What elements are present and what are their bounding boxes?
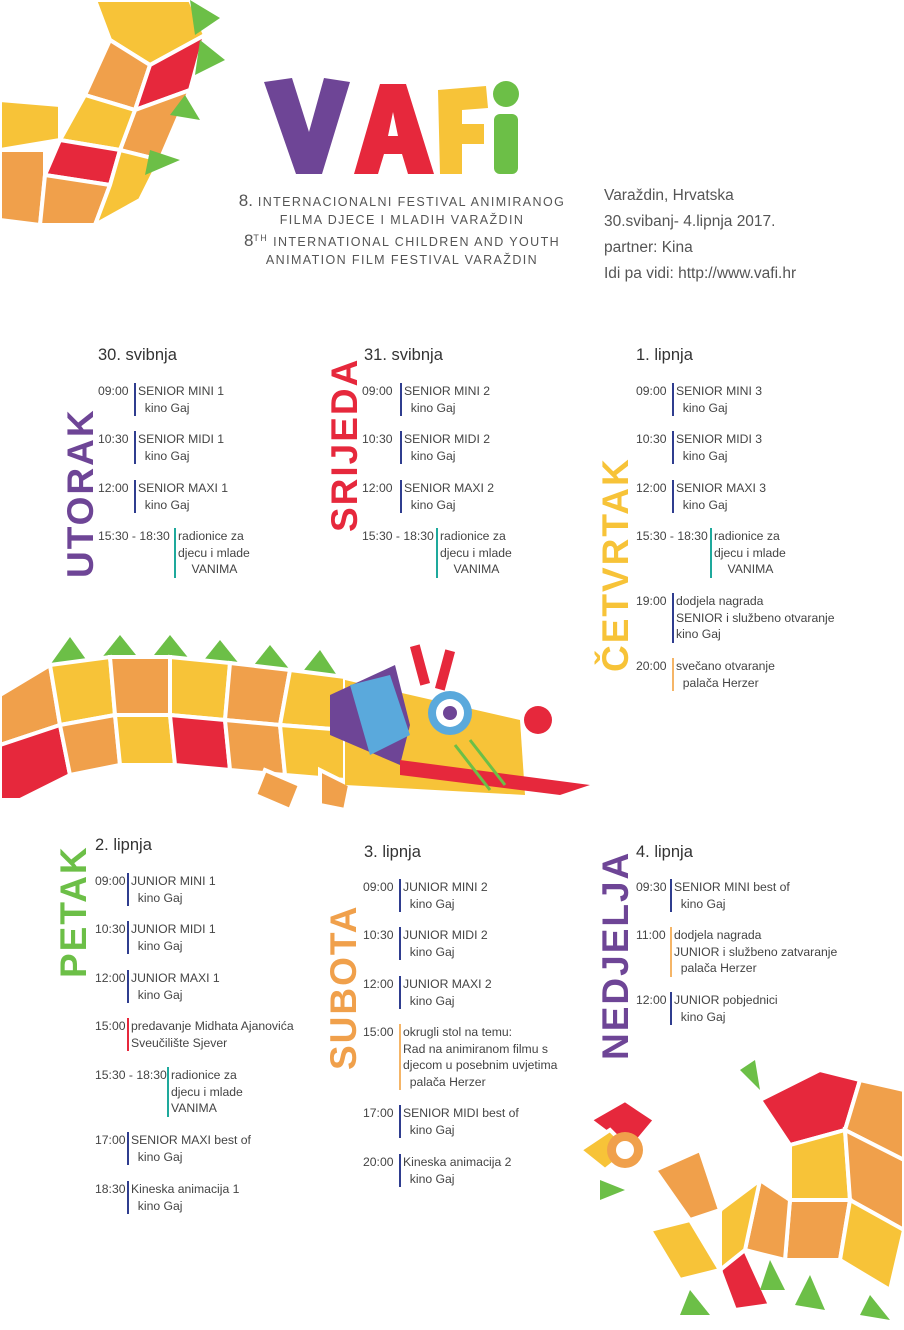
event-line: VANIMA (178, 562, 238, 576)
event-divider (672, 480, 674, 513)
event-line: SENIOR MAXI best of (131, 1133, 251, 1147)
event-description (676, 658, 775, 691)
event-line: radionice za (178, 529, 244, 543)
event-time: 12:00 (363, 977, 394, 991)
event-line: JUNIOR MIDI 1 (131, 922, 216, 936)
day-date-subota: 3. lipnja (364, 843, 421, 861)
event-line: kino Gaj (131, 890, 183, 905)
event-line: SENIOR MINI best of (674, 880, 790, 894)
event-divider (672, 431, 674, 464)
event-time: 11:00 (636, 928, 666, 942)
event-line: Sveučilište Sjever (131, 1035, 228, 1050)
event-description (403, 1154, 511, 1187)
event-time: 17:00 (95, 1133, 126, 1147)
event-time: 19:00 (636, 594, 667, 608)
event-divider (134, 431, 136, 464)
event-line: djecom u posebnim uvjetima (403, 1058, 558, 1072)
event-time: 10:30 (95, 922, 126, 936)
event-divider (127, 921, 129, 954)
info-dates: 30.svibanj- 4.lipnja 2017. (604, 213, 776, 230)
event-line: palača Herzer (403, 1074, 486, 1089)
day-name-cetvrtak: ČETVRTAK (595, 457, 636, 672)
event-line: predavanje Midhata Ajanovića (131, 1019, 294, 1033)
event-time: 10:30 (636, 432, 667, 446)
event-description (403, 1024, 557, 1090)
event-line: SENIOR MIDI best of (403, 1106, 519, 1120)
event-line: dodjela nagrada (676, 594, 764, 608)
event-line: SENIOR MINI 3 (676, 384, 763, 398)
event-time: 20:00 (636, 659, 667, 673)
event-divider (127, 1018, 129, 1051)
day-date-cetvrtak: 1. lipnja (636, 346, 693, 364)
event-line: kino Gaj (676, 627, 721, 641)
event-description (178, 528, 250, 578)
event-line: JUNIOR i službeno zatvaranje (674, 944, 838, 959)
event-description (676, 593, 835, 643)
event-description (714, 528, 786, 578)
event-time: 09:00 (636, 384, 667, 398)
event-line: Rad na animiranom filmu s (403, 1041, 548, 1056)
event-time: 09:30 (636, 880, 667, 894)
event-description (676, 431, 762, 464)
event-description (404, 480, 494, 513)
event-line: kino Gaj (676, 400, 728, 415)
event-description (403, 976, 492, 1009)
day-name-utorak: UTORAK (60, 408, 101, 578)
info-partner: partner: Kina (604, 239, 693, 256)
dragon-body-middle (0, 625, 600, 825)
info-location: Varaždin, Hrvatska (604, 187, 734, 204)
event-line: kino Gaj (403, 896, 455, 911)
event-line: SENIOR MINI 1 (138, 384, 225, 398)
event-line: kino Gaj (404, 400, 456, 415)
event-time: 15:00 (363, 1025, 394, 1039)
event-line: kino Gaj (404, 497, 456, 512)
event-divider (127, 1181, 129, 1214)
event-time: 15:30 - 18:30 (362, 529, 434, 543)
day-date-nedjelja: 4. lipnja (636, 843, 693, 861)
event-line: SENIOR MAXI 1 (138, 481, 229, 495)
event-divider (672, 593, 674, 643)
event-divider (672, 658, 674, 691)
event-time: 09:00 (98, 384, 129, 398)
event-line: SENIOR MAXI 2 (404, 481, 495, 495)
event-time: 10:30 (98, 432, 129, 446)
event-time: 12:00 (636, 481, 667, 495)
event-description (131, 1132, 251, 1165)
event-description (131, 1018, 294, 1051)
event-time: 09:00 (363, 880, 394, 894)
event-line: SENIOR i službeno otvaranje (676, 610, 835, 625)
event-line: dodjela nagrada (674, 928, 762, 942)
event-line: djecu i mlade (178, 545, 250, 560)
event-description (674, 879, 790, 912)
event-divider (134, 480, 136, 513)
event-divider (174, 528, 176, 578)
event-description (138, 383, 224, 416)
event-line: palača Herzer (674, 961, 757, 975)
info-website[interactable]: Idi pa vidi: http://www.vafi.hr (604, 265, 797, 282)
dragon-tail-top-left (0, 0, 225, 235)
event-time: 18:30 (95, 1182, 126, 1196)
event-description (403, 1105, 519, 1138)
event-description (403, 927, 488, 960)
event-divider (127, 970, 129, 1003)
event-line: kino Gaj (138, 497, 190, 512)
event-divider (399, 1105, 401, 1138)
event-line: djecu i mlade (171, 1084, 243, 1099)
event-line: JUNIOR MINI 2 (403, 880, 488, 894)
event-line: Kineska animacija 1 (131, 1182, 240, 1196)
event-time: 20:00 (363, 1155, 394, 1169)
event-divider (399, 1024, 401, 1090)
event-description (404, 383, 490, 416)
event-divider (127, 1132, 129, 1165)
event-divider (400, 383, 402, 416)
event-divider (127, 873, 129, 906)
event-line: kino Gaj (674, 1009, 726, 1024)
event-description (676, 383, 762, 416)
event-description (674, 992, 778, 1025)
event-time: 09:00 (95, 874, 126, 888)
event-description (404, 431, 490, 464)
event-time: 12:00 (362, 481, 393, 495)
day-date-srijeda: 31. svibnja (364, 346, 443, 364)
event-line: kino Gaj (676, 448, 728, 463)
event-line: djecu i mlade (440, 545, 512, 560)
event-line: radionice za (440, 529, 506, 543)
event-description (131, 921, 216, 954)
event-divider (400, 431, 402, 464)
event-divider (670, 992, 672, 1025)
event-line: djecu i mlade (714, 545, 786, 560)
event-line: radionice za (714, 529, 780, 543)
event-line: palača Herzer (676, 675, 759, 690)
title-en-text-1: INTERNATIONAL CHILDREN AND YOUTH (273, 235, 561, 250)
event-divider (670, 879, 672, 912)
event-line: Kineska animacija 2 (403, 1155, 512, 1169)
title-hr-line-2: FILMA DJECE I MLADIH VARAŽDIN (279, 213, 525, 227)
event-line: kino Gaj (403, 1171, 455, 1186)
event-line: SENIOR MIDI 1 (138, 432, 225, 446)
event-line: kino Gaj (674, 896, 726, 911)
event-line: SENIOR MINI 2 (404, 384, 491, 398)
event-line: svečano otvaranje (676, 659, 775, 673)
event-divider (710, 528, 712, 578)
event-line: kino Gaj (138, 448, 190, 463)
event-line: JUNIOR MINI 1 (131, 874, 216, 888)
title-hr-text-1: INTERNACIONALNI FESTIVAL ANIMIRANOG (257, 195, 566, 209)
dragon-tail-bottom-right (570, 1060, 904, 1330)
event-time: 10:30 (362, 432, 393, 446)
event-divider (399, 879, 401, 912)
event-description (440, 528, 512, 578)
event-line: kino Gaj (131, 1198, 183, 1213)
event-divider (167, 1067, 169, 1117)
event-divider (670, 927, 672, 977)
event-description (674, 927, 837, 977)
title-hr-number: 8. (238, 191, 253, 210)
event-time: 12:00 (95, 971, 126, 985)
event-description (138, 431, 224, 464)
event-time: 15:30 - 18:30 (95, 1068, 167, 1082)
event-description (131, 873, 216, 906)
day-name-petak: PETAK (53, 845, 94, 978)
event-line: JUNIOR MAXI 2 (403, 977, 492, 991)
day-date-utorak: 30. svibnja (98, 346, 177, 364)
event-line: VANIMA (440, 562, 500, 576)
event-line: kino Gaj (403, 993, 455, 1008)
event-line: kino Gaj (404, 448, 456, 463)
event-description (676, 480, 766, 513)
event-description (131, 1181, 239, 1214)
title-en-number: 8 (243, 231, 254, 251)
event-time: 09:00 (362, 384, 393, 398)
day-name-srijeda: SRIJEDA (324, 357, 365, 532)
event-divider (672, 383, 674, 416)
event-line: kino Gaj (131, 987, 183, 1002)
event-line: SENIOR MAXI 3 (676, 481, 767, 495)
event-time: 12:00 (636, 993, 667, 1007)
day-date-petak: 2. lipnja (95, 836, 152, 854)
event-line: SENIOR MIDI 2 (404, 432, 491, 446)
title-en-line-2: ANIMATION FILM FESTIVAL VARAŽDIN (265, 253, 539, 268)
event-line: VANIMA (714, 562, 774, 576)
event-time: 15:00 (95, 1019, 126, 1033)
event-description (403, 879, 488, 912)
festival-info (604, 183, 796, 287)
event-description (138, 480, 228, 513)
event-line: okrugli stol na temu: (403, 1025, 513, 1039)
event-line: SENIOR MIDI 3 (676, 432, 763, 446)
event-line: VANIMA (171, 1101, 217, 1115)
title-en-line-1 (222, 229, 582, 251)
event-time: 15:30 - 18:30 (636, 529, 708, 543)
event-description (131, 970, 220, 1003)
event-divider (436, 528, 438, 578)
day-name-nedjelja: NEDJELJA (595, 850, 636, 1060)
event-description (171, 1067, 243, 1117)
event-line: kino Gaj (676, 497, 728, 512)
event-line: radionice za (171, 1068, 237, 1082)
event-divider (400, 480, 402, 513)
event-time: 17:00 (363, 1106, 394, 1120)
day-name-subota: SUBOTA (323, 904, 364, 1070)
event-line: kino Gaj (138, 400, 190, 415)
event-line: kino Gaj (131, 1149, 183, 1164)
event-divider (134, 383, 136, 416)
vafi-logo (262, 70, 532, 182)
event-line: kino Gaj (403, 1122, 455, 1137)
event-line: kino Gaj (131, 938, 183, 953)
event-time: 10:30 (363, 928, 394, 942)
title-en-suffix: TH (253, 233, 269, 243)
festival-title (222, 192, 582, 269)
event-line: kino Gaj (403, 944, 455, 959)
event-line: JUNIOR pobjednici (674, 993, 778, 1007)
event-time: 15:30 - 18:30 (98, 529, 170, 543)
event-line: JUNIOR MAXI 1 (131, 971, 220, 985)
event-line: JUNIOR MIDI 2 (403, 928, 488, 942)
event-time: 12:00 (98, 481, 129, 495)
title-hr-line-1 (222, 192, 582, 211)
event-divider (399, 1154, 401, 1187)
event-divider (399, 976, 401, 1009)
event-divider (399, 927, 401, 960)
